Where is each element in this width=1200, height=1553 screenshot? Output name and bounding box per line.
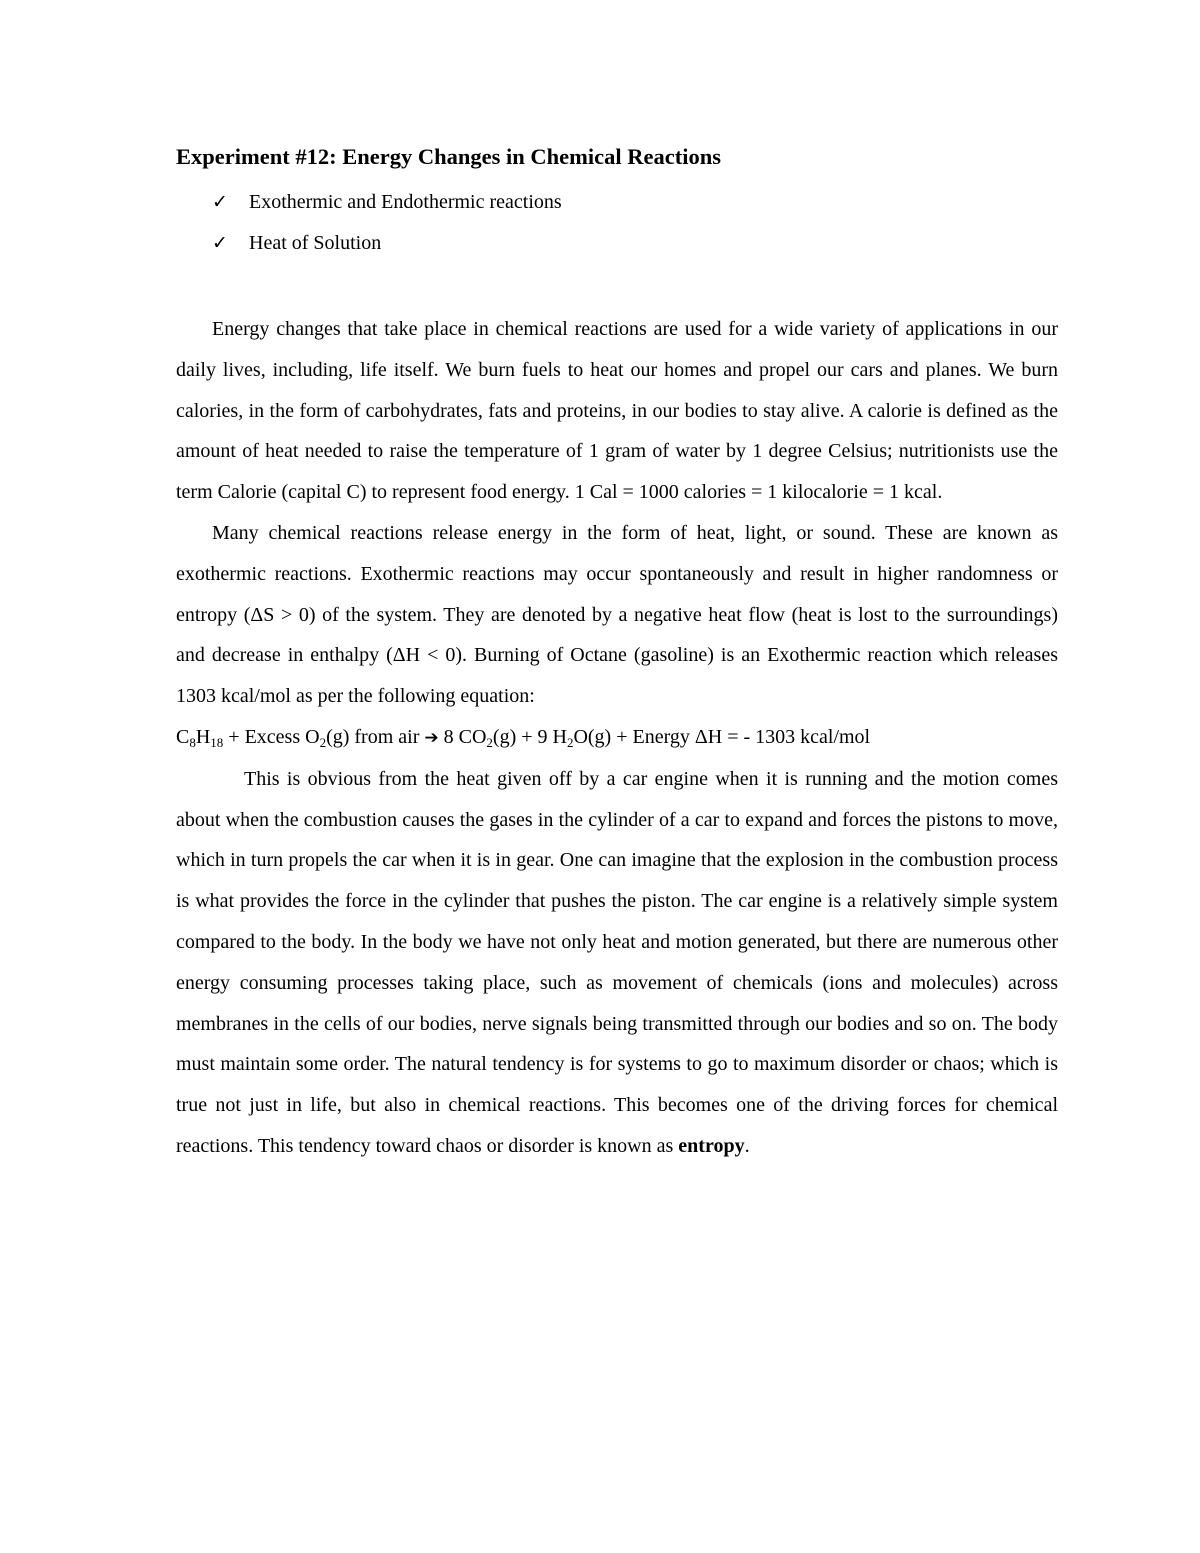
list-item-label: Exothermic and Endothermic reactions xyxy=(249,191,562,213)
eq-text: 8 CO xyxy=(438,725,487,748)
eq-subscript: 8 xyxy=(189,734,196,750)
eq-text: (g) from air xyxy=(326,725,425,748)
eq-text: + Excess O xyxy=(223,725,320,748)
octane-combustion-equation xyxy=(176,717,1058,759)
eq-carbon: C xyxy=(176,725,190,748)
list-item xyxy=(176,223,1058,264)
entropy-term: entropy xyxy=(678,1134,745,1157)
paragraph-text: This is obvious from the heat given off by a car engine when it is running and the motion comes about when the combustion causes the gases in the cylinder of a car to expand and forces the pistons to move, which in turn propels the car when it is in gear. One can imagine that the explosion in the combustion process is what provides the force in the cylinder that pushes the piston. The car engine is a relatively simple system compared to the body. In the body we have not only heat and motion generated, but there are numerous other energy consuming processes taking place, such as movement of chemicals (ions and molecules) across membranes in the cells of our bodies, nerve signals being transmitted through our bodies and so on. The body must maintain some order. The natural tendency is for systems to go to maximum disorder or chaos; which is true not just in life, but also in chemical reactions. This becomes one of the driving forces for chemical reactions. This tendency toward chaos or disorder is known as xyxy=(176,767,1058,1157)
eq-subscript: 2 xyxy=(319,734,327,750)
paragraph-car-engine xyxy=(176,759,1058,1167)
eq-text: (g) + 9 H xyxy=(492,725,567,748)
eq-subscript: 18 xyxy=(210,734,224,750)
eq-hydrogen: H xyxy=(195,725,211,748)
page-title: Experiment #12: Energy Changes in Chemical Reactions xyxy=(176,144,721,169)
eq-subscript: 2 xyxy=(486,734,493,750)
list-item-label: Heat of Solution xyxy=(249,232,382,254)
paragraph-exothermic: Many chemical reactions release energy in the form of heat, light, or sound. These are known as exothermic reactions. Exothermic reactions may occur spontaneously and result in higher randomness or entropy (ΔS > 0) of the system. They are denoted by a negative heat flow (heat is lost to the surroundings) and decrease in enthalpy (ΔH < 0). Burning of Octane (gasoline) is an Exothermic reaction which releases 1303 kcal/mol as per the following equation: xyxy=(176,521,1058,708)
eq-text: O(g) + Energy ΔH = - 1303 kcal/mol xyxy=(573,725,871,748)
check-icon: ✓ xyxy=(212,232,228,254)
eq-subscript: 2 xyxy=(566,734,574,750)
reaction-arrow-icon: ➔ xyxy=(424,727,439,748)
check-icon: ✓ xyxy=(212,191,228,213)
topic-checklist xyxy=(176,182,1058,264)
paragraph-energy-changes: Energy changes that take place in chemical reactions are used for a wide variety of applications in our daily lives, including, life itself. We burn fuels to heat our homes and propel our cars and planes. We burn calories, in the form of carbohydrates, fats and proteins, in our bodies to stay alive. A calorie is defined as the amount of heat needed to raise the temperature of 1 gram of water by 1 degree Celsius; nutritionists use the term Calorie (capital C) to represent food energy. 1 Cal = 1000 calories = 1 kilocalorie = 1 kcal. xyxy=(176,318,1058,504)
document-page xyxy=(176,140,1058,1167)
list-item xyxy=(176,182,1058,223)
paragraph-text: . xyxy=(744,1134,750,1157)
